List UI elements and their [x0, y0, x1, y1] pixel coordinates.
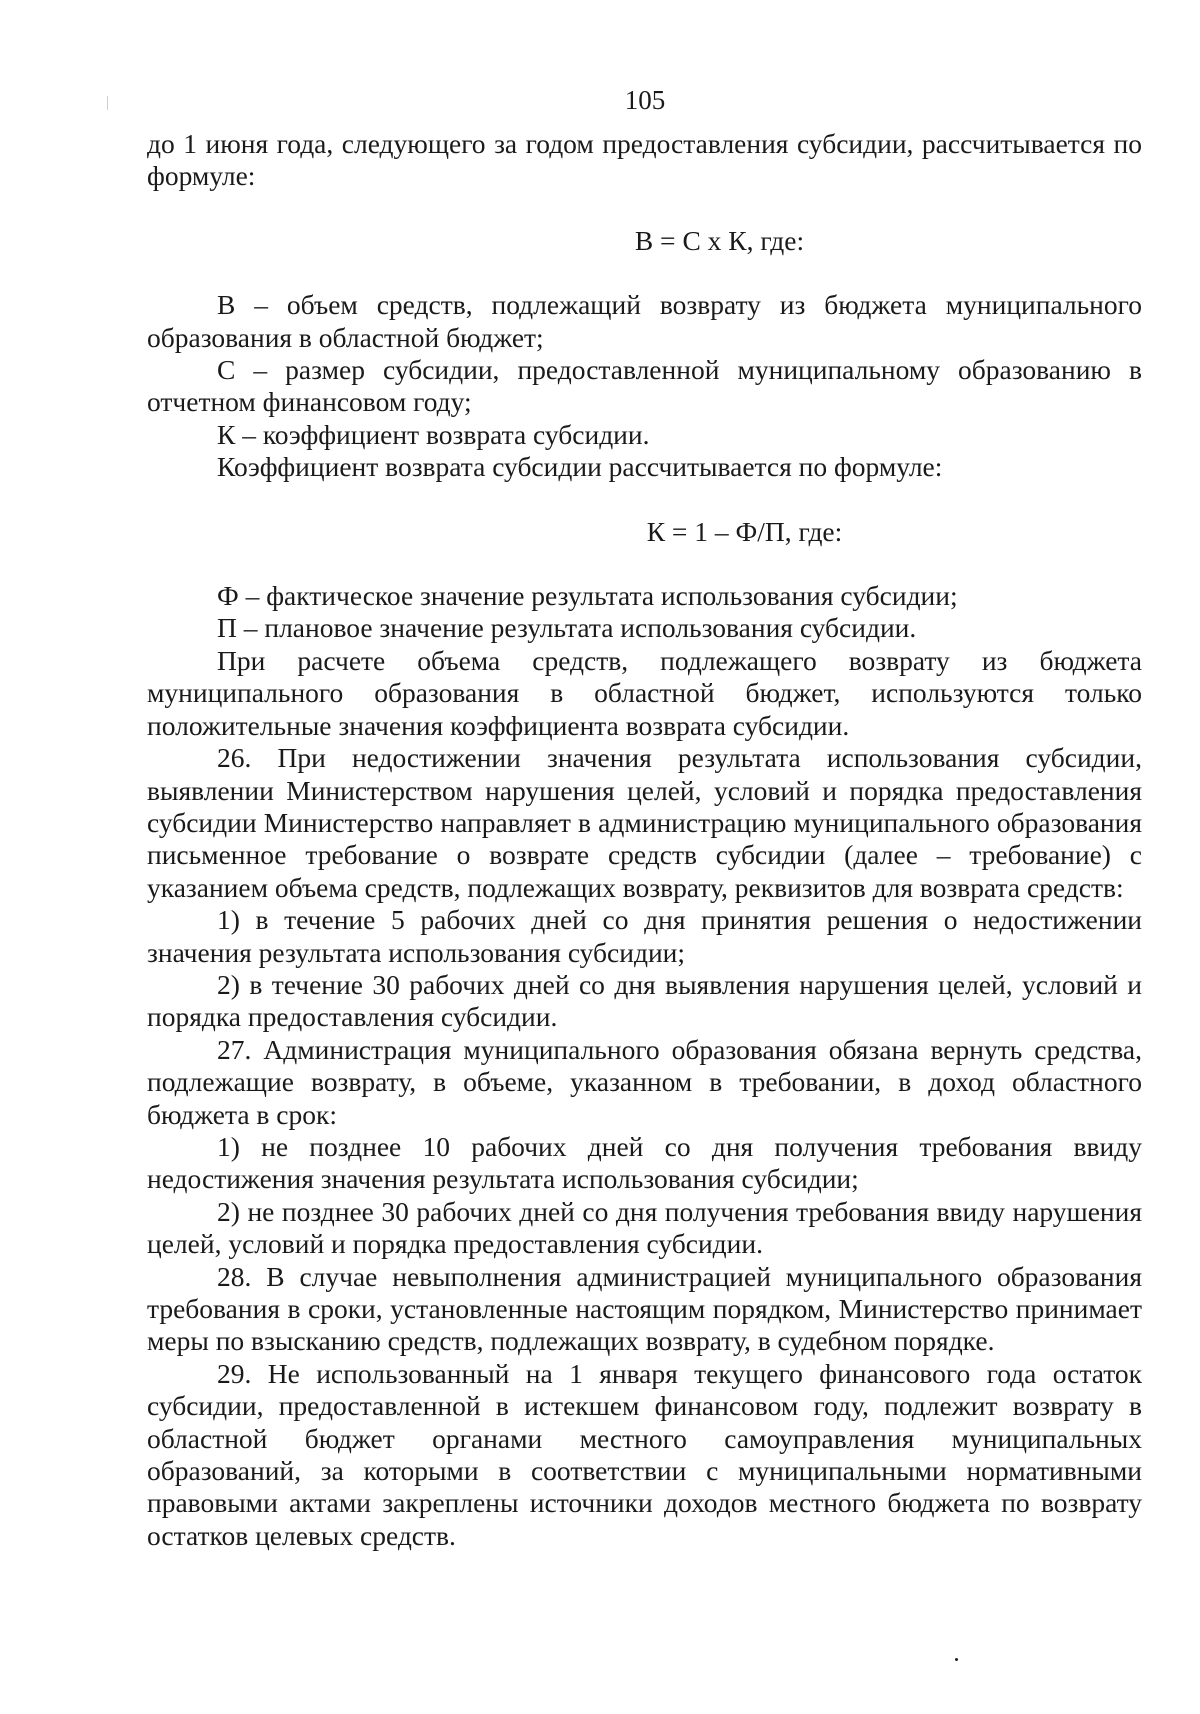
- clause-29: 29. Не использованный на 1 января текущего финансового года остаток субсидии, предоставленной в истекшем финансовом году, подлежит возврату в областной бюджет органами местного самоуправления муниципальных образований, за которыми в соответствии с муниципальными нормативными правовыми актами закреплены источники доходов местного бюджета по возврату остатков целевых средств.: [147, 1357, 1142, 1551]
- clause-26-item-1: 1) в течение 5 рабочих дней со дня принятия решения о недостижении значения результата использования субсидии;: [147, 904, 1142, 968]
- clause-26-item-2: 2) в течение 30 рабочих дней со дня выявления нарушения целей, условий и порядка предоставления субсидии.: [147, 968, 1142, 1033]
- clause-27: 27. Администрация муниципального образования обязана вернуть средства, подлежащие возврату, в объеме, указанном в требовании, в доход областного бюджета в срок:: [147, 1033, 1142, 1130]
- paragraph-positive-values: При расчете объема средств, подлежащего возврату из бюджета муниципального образования в областной бюджет, используются только положительные значения коэффициента возврата субсидии.: [147, 644, 1142, 741]
- page-number: 105: [624, 85, 666, 115]
- paragraph-coefficient-intro: Коэффициент возврата субсидии рассчитывается по формуле:: [217, 451, 943, 483]
- document-body: [147, 128, 1142, 1552]
- definition-c: С – размер субсидии, предоставленной муниципальному образованию в отчетном финансовом году;: [147, 354, 1142, 418]
- definition-b: В – объем средств, подлежащий возврату из бюджета муниципального образования в областной бюджет;: [147, 289, 1142, 353]
- definition-k: К – коэффициент возврата субсидии.: [217, 418, 650, 450]
- definition-f: Ф – фактическое значение результата использования субсидии;: [217, 580, 958, 612]
- clause-26: 26. При недостижении значения результата использования субсидии, выявлении Министерством нарушения целей, условий и порядка предоставления субсидии Министерство направляет в администрацию муниципального образования письменное требование о возврате средств субсидии (далее – требование) с указанием объема средств, подлежащих возврату, реквизитов для возврата средств:: [147, 742, 1142, 903]
- scan-dot: [955, 1658, 958, 1661]
- formula-coefficient: К = 1 – Ф/П, где:: [646, 515, 843, 547]
- clause-27-item-2: 2) не позднее 30 рабочих дней со дня получения требования ввиду нарушения целей, условий и порядка предоставления субсидии.: [147, 1195, 1142, 1260]
- clause-27-item-1: 1) не позднее 10 рабочих дней со дня получения требования ввиду недостижения значения результата использования субсидии;: [147, 1130, 1142, 1195]
- paragraph-continuation: до 1 июня года, следующего за годом предоставления субсидии, рассчитывается по формуле:: [147, 128, 1142, 192]
- definition-p: П – плановое значение результата использования субсидии.: [217, 612, 917, 644]
- formula-volume: В = С х К, где:: [634, 224, 805, 256]
- clause-28: 28. В случае невыполнения администрацией муниципального образования требования в сроки, установленные настоящим порядком, Министерство принимает меры по взысканию средств, подлежащих возврату, в судебном порядке.: [147, 1260, 1142, 1357]
